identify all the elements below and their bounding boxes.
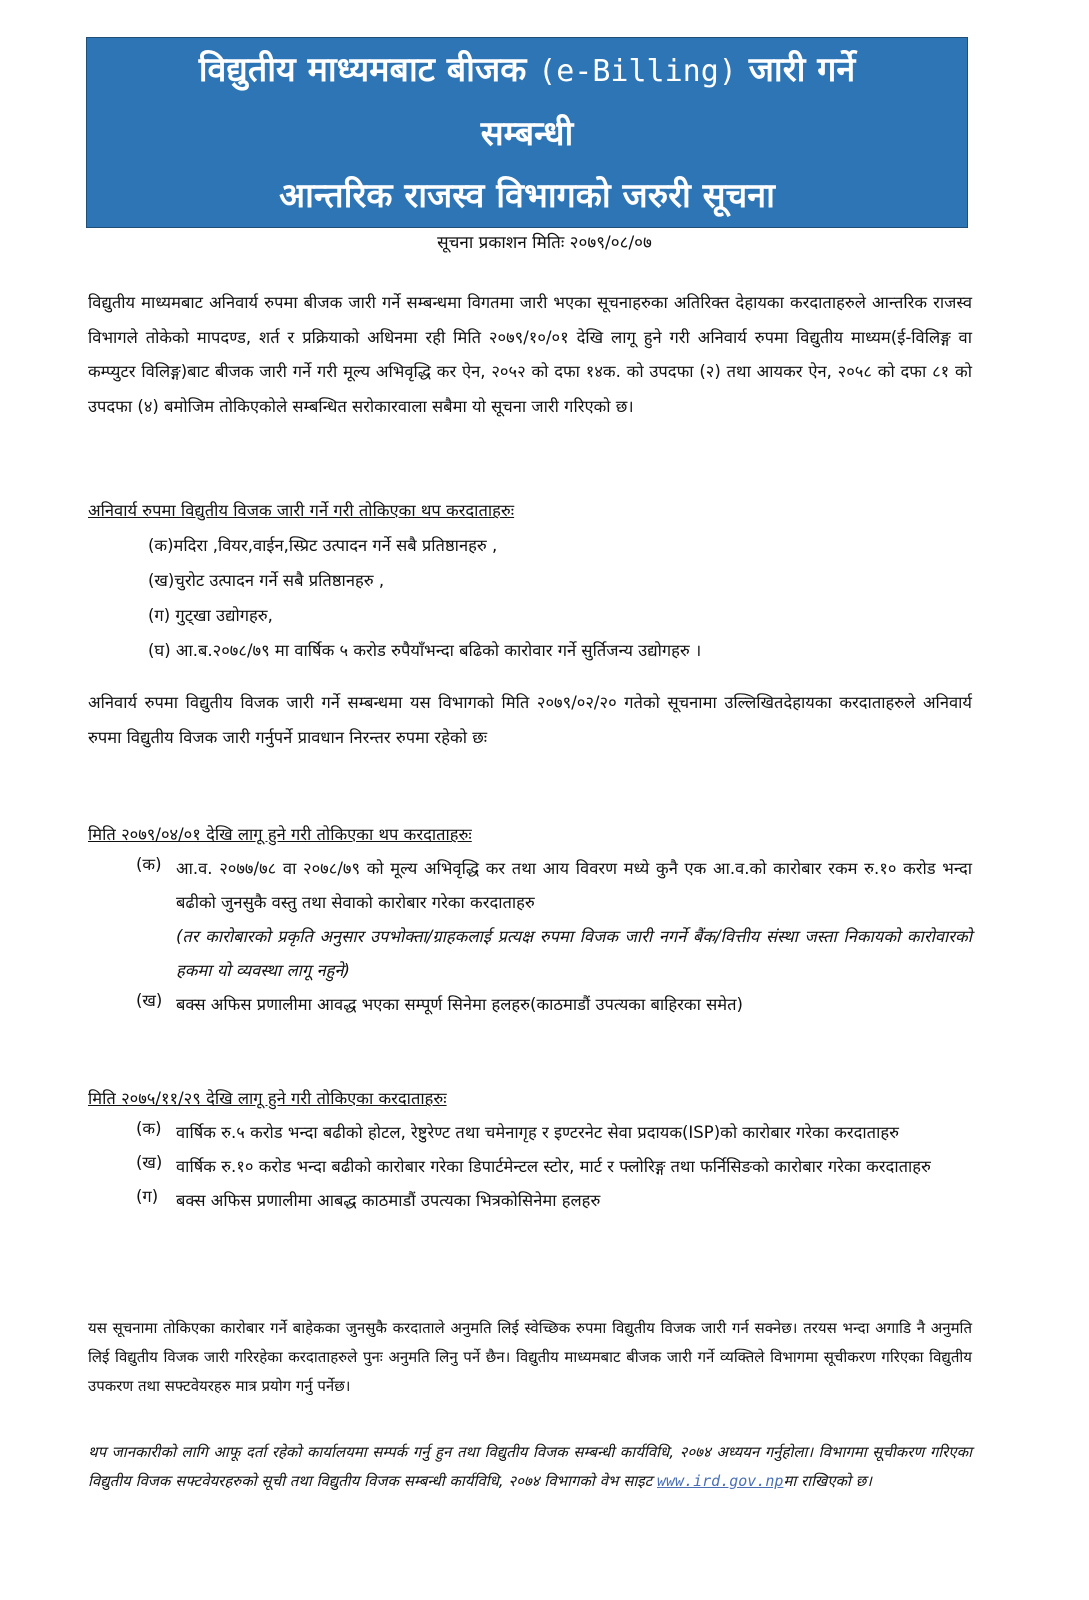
continuing-paragraph: अनिवार्य रुपमा विद्युतीय विजक जारी गर्ने सम्बन्धमा यस विभागको मिति २०७९/०२/२० गतेको सूचनामा उल्लिखितदेहायका करदाताहरुले अनिवार्य रुपमा विद्युतीय विजक जारी गर्नुपर्ने प्रावधान निरन्तर रुपमा रहेको छः — [88, 693, 972, 747]
banner-title-part: विद्युतीय माध्यमबाट बीजक — [198, 49, 527, 90]
list-item — [88, 1184, 972, 1218]
section-heading: मिति २०७५/११/२९ देखि लागू हुने गरी तोकिएका करदाताहरुः — [88, 1089, 447, 1108]
list-item: (क)मदिरा ,वियर,वाईन,स्प्रिट उत्पादन गर्ने सबै प्रतिष्ठानहरु , — [148, 536, 498, 555]
section-heading: अनिवार्य रुपमा विद्युतीय विजक जारी गर्ने गरी तोकिएका थप करदाताहरुः — [88, 501, 515, 520]
banner-title-line1 — [199, 39, 856, 103]
ird-website-link[interactable]: www.ird.gov.np — [656, 1472, 784, 1490]
banner-title-part: जारी गर्ने — [748, 49, 856, 90]
banner-title-line3: आन्तरिक राजस्व विभागको जरुरी सूचना — [279, 175, 775, 216]
publication-date: सूचना प्रकाशन मितिः २०७९/०८/०७ — [437, 233, 652, 253]
banner-ebilling-term: (e-Billing) — [538, 53, 737, 89]
section-2075-11-29 — [88, 1082, 972, 1218]
item-text: वार्षिक रु.१० करोड भन्दा बढीको कारोबार गरेका डिपार्टमेन्टल स्टोर, मार्ट र फ्लोरिङ्ग तथा फर्निसिङको कारोबार गरेका करदाताहरु — [176, 1157, 931, 1176]
section-mandatory-new — [88, 494, 972, 668]
list-item — [88, 852, 972, 988]
item-number: (ग) — [136, 1187, 159, 1206]
notice-banner — [86, 37, 968, 228]
section-2079-04-01 — [88, 818, 972, 1022]
section-heading: मिति २०७९/०४/०१ देखि लागू हुने गरी तोकिएका थप करदाताहरुः — [88, 825, 472, 844]
list-item: (ग) गुट्खा उद्योगहरु, — [148, 606, 273, 625]
item-number: (क) — [136, 1119, 162, 1138]
item-text: बक्स अफिस प्रणालीमा आवद्ध भएका सम्पूर्ण सिनेमा हलहरु(काठमाडौं उपत्यका बाहिरका समेत) — [176, 995, 743, 1014]
closing-paragraph: यस सूचनामा तोकिएका कारोबार गर्ने बाहेकका जुनसुकै करदाताले अनुमति लिई स्वेच्छिक रुपमा विद्युतीय विजक जारी गर्न सक्नेछ। तरयस भन्दा अगाडि नै अनुमति लिई विद्युतीय विजक जारी गरिरहेका करदाताहरुले पुनः अनुमति लिनु पर्ने छैन। विद्युतीय माध्यमबाट बीजक जारी गर्ने व्यक्तिले विभागमा सूचीकरण गरिएका विद्युतीय उपकरण तथा सफ्टवेयरहरु मात्र प्रयोग गर्नु पर्नेछ। — [88, 1319, 972, 1395]
item-text: वार्षिक रु.५ करोड भन्दा बढीको होटल, रेष्टुरेण्ट तथा चमेनागृह र इण्टरनेट सेवा प्रदायक(ISP)को कारोबार गरेका करदाताहरु — [176, 1123, 899, 1142]
list-item — [88, 1116, 972, 1150]
list-item — [88, 988, 972, 1022]
list-item — [88, 1150, 972, 1184]
footer-text: थप जानकारीको लागि आफू दर्ता रहेको कार्यालयमा सम्पर्क गर्नु हुन तथा विद्युतीय विजक सम्बन्धी कार्यविधि, २०७४ अध्ययन गर्नुहोला। विभागमा सूचीकरण गरिएका विद्युतीय विजक सफ्टवेयरहरुको सूची तथा विद्युतीय विजक सम्बन्धी कार्यविधि, २०७४ विभागको वेभ साइट — [88, 1443, 972, 1490]
item-number: (ख) — [136, 1153, 163, 1172]
footer-note — [88, 1438, 972, 1496]
item-number: (क) — [136, 855, 162, 874]
item-number: (ख) — [136, 991, 163, 1010]
footer-text-end: मा राखिएको छ। — [783, 1472, 872, 1490]
banner-title-line2: सम्बन्धी — [480, 113, 574, 154]
item-note: (तर कारोबारको प्रकृति अनुसार उपभोक्ता/ग्राहकलाई प्रत्यक्ष रुपमा विजक जारी नगर्ने बैंक/वित्तीय संस्था जस्ता निकायको कारोवारको हकमा यो व्यवस्था लागू नहुने) — [176, 927, 972, 980]
list-item: (ख)चुरोट उत्पादन गर्ने सबै प्रतिष्ठानहरु , — [148, 571, 385, 590]
list-item: (घ) आ.ब.२०७८/७९ मा वार्षिक ५ करोड रुपैयाँभन्दा बढिको कारोवार गर्ने सुर्तिजन्य उद्योगहरु । — [148, 641, 702, 660]
intro-paragraph: विद्युतीय माध्यमबाट अनिवार्य रुपमा बीजक जारी गर्ने सम्बन्धमा विगतमा जारी भएका सूचनाहरुका अतिरिक्त देहायका करदाताहरुले आन्तरिक राजस्व विभागले तोकेको मापदण्ड, शर्त र प्रक्रियाको अधिनमा रही मिति २०७९/१०/०१ देखि लागू हुने गरी अनिवार्य रुपमा विद्युतीय माध्यम(ई-विलिङ्ग वा कम्प्युटर विलिङ्ग)बाट बीजक जारी गर्ने गरी मूल्य अभिवृद्धि कर ऐन, २०५२ को दफा १४क. को उपदफा (२) तथा आयकर ऐन, २०५८ को दफा ८१ को उपदफा (४) बमोजिम तोकिएकोले सम्बन्धित सरोकारवाला सबैमा यो सूचना जारी गरिएको छ। — [88, 293, 972, 416]
item-text: आ.व. २०७७/७८ वा २०७८/७९ को मूल्य अभिवृद्धि कर तथा आय विवरण मध्ये कुनै एक आ.व.को कारोबार रकम रु.१० करोड भन्दा बढीको जुनसुकै वस्तु तथा सेवाको कारोबार गरेका करदाताहरु — [176, 859, 972, 912]
item-text: बक्स अफिस प्रणालीमा आबद्ध काठमाडौं उपत्यका भित्रकोसिनेमा हलहरु — [176, 1191, 601, 1210]
